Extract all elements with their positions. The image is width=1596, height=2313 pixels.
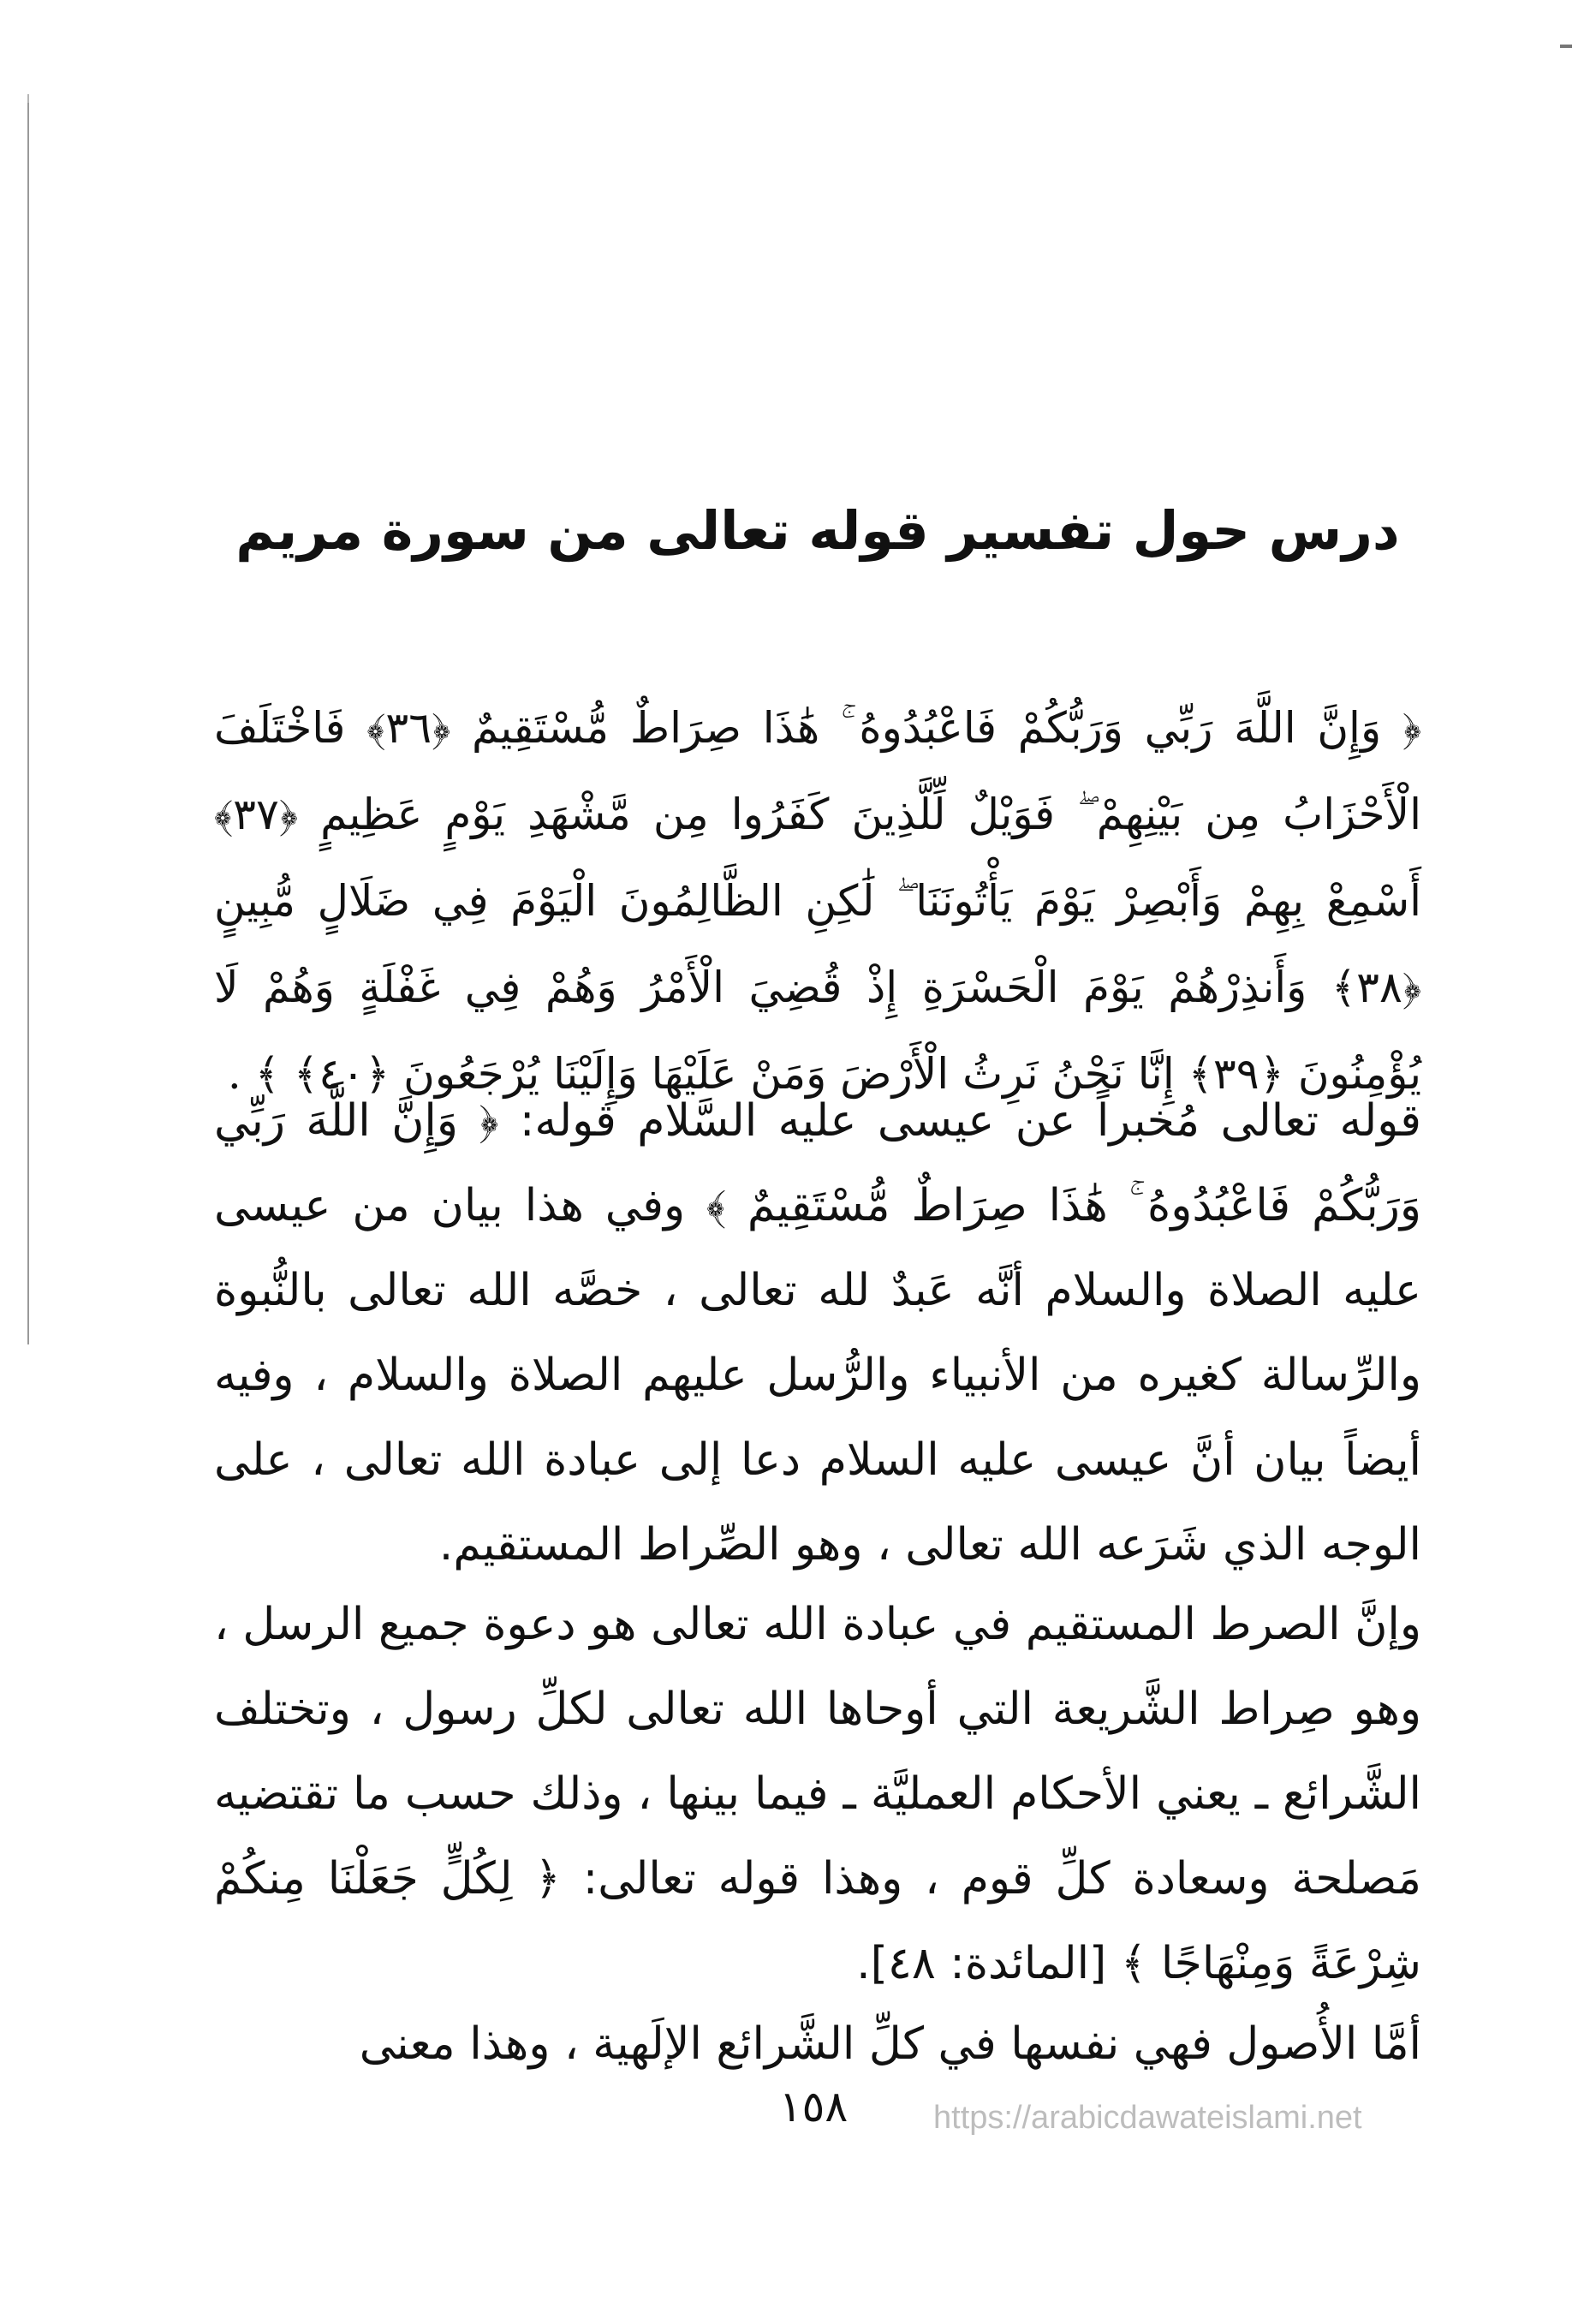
watermark-url: https://arabicdawateislami.net — [933, 2100, 1362, 2136]
paragraph-1: قوله تعالى مُخبراً عن عيسى عليه السَّلام قوله: ﴿ وَإِنَّ اللَّهَ رَبِّي وَرَبُّكُمْ فَاعْبُدُوهُ ۚ هَٰذَا صِرَاطٌ مُّسْتَقِيمٌ ﴾ وفي هذا بيان من عيسى عليه الصلاة والسلام أنَّه عَبدٌ لله تعالى ، خصَّه الله تعالى بالنُّبوة والرِّسالة كغيره من الأنبياء والرُّسل عليهم الصلاة والسلام ، وفيه أيضاً بيان أنَّ عيسى عليه السلام دعا إلى عبادة الله تعالى ، على الوجه الذي شَرَعه الله تعالى ، وهو الصِّراط المستقيم. — [214, 1095, 1421, 1571]
scan-edge-mark — [27, 103, 29, 1344]
paragraph-2: وإنَّ الصرط المستقيم في عبادة الله تعالى هو دعوة جميع الرسل ، وهو صِراط الشَّريعة التي أوحاها الله تعالى لكلِّ رسول ، وتختلف الشَّرائع ـ يعني الأحكام العمليَّة ـ فيما بينها ، وذلك حسب ما تقتضيه مَصلحة وسعادة كلِّ قوم ، وهذا قوله تعالى: ﴿ لِكُلٍّ جَعَلْنَا مِنكُمْ شِرْعَةً وَمِنْهَاجًا ﴾ [المائدة: ٤٨]. — [214, 1599, 1421, 1989]
paragraph-3: أمَّا الأُصول فهي نفسها في كلِّ الشَّرائع الإلَهية ، وهذا معنى — [359, 2018, 1421, 2070]
quran-verse-block: ﴿ وَإِنَّ اللَّهَ رَبِّي وَرَبُّكُمْ فَاعْبُدُوهُ ۚ هَٰذَا صِرَاطٌ مُّسْتَقِيمٌ ﴿٣٦﴾ فَاخْتَلَفَ الْأَحْزَابُ مِن بَيْنِهِمْ ۖ فَوَيْلٌ لِّلَّذِينَ كَفَرُوا مِن مَّشْهَدِ يَوْمٍ عَظِيمٍ ﴿٣٧﴾ أَسْمِعْ بِهِمْ وَأَبْصِرْ يَوْمَ يَأْتُونَنَا ۖ لَٰكِنِ الظَّالِمُونَ الْيَوْمَ فِي ضَلَالٍ مُّبِينٍ ﴿٣٨﴾ وَأَنذِرْهُمْ يَوْمَ الْحَسْرَةِ إِذْ قُضِيَ الْأَمْرُ وَهُمْ فِي غَفْلَةٍ وَهُمْ لَا يُؤْمِنُونَ ﴿٣٩﴾ إِنَّا نَحْنُ نَرِثُ الْأَرْضَ وَمَنْ عَلَيْهَا وَإِلَيْنَا يُرْجَعُونَ ﴿٤٠﴾ ﴾ . — [214, 703, 1421, 1099]
page-number: ١٥٨ — [778, 2082, 849, 2131]
scan-corner-mark — [1560, 45, 1572, 48]
page-title: درس حول تفسير قوله تعالى من سورة مريم — [235, 499, 1400, 562]
